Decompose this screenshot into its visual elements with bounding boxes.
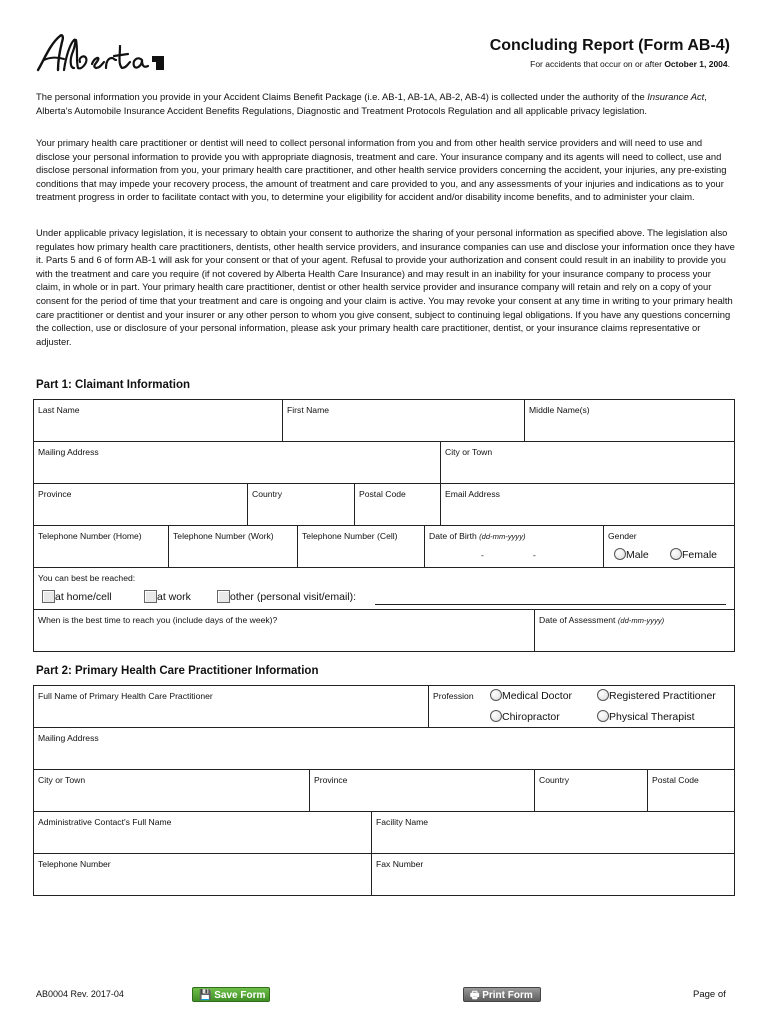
practitioner-city-field[interactable]: City or Town: [33, 769, 310, 812]
radio-icon: [597, 710, 609, 722]
profession-chiropractor-radio[interactable]: Chiropractor: [490, 710, 560, 723]
profession-field: Profession Medical Doctor Registered Practitioner Chiropractor Physical Therapist: [428, 685, 735, 728]
part2-title: Part 2: Primary Health Care Practitioner Information: [36, 665, 319, 677]
print-form-button[interactable]: 🖶 Print Form: [463, 987, 541, 1002]
reach-other-checkbox[interactable]: other (personal visit/email):: [217, 590, 356, 603]
reach-other-input[interactable]: [375, 604, 726, 605]
practitioner-telephone-field[interactable]: Telephone Number: [33, 853, 372, 896]
privacy-paragraph-2: Your primary health care practitioner or dentist will need to collect personal information from you and from other health service providers and will need to use and disclose your personal information to provide you with appropriate diagnosis, treatment and care. Your insurance company and its agents will need to collect, use and disclose personal information from you, your primary health care practitioner, and other health service providers concerning the accident, your injuries, any pre-existing conditions that may impede your recovery process, the amount of treatment and care provided to you, and any assessments of your injuries and indications as to your treatment progress in order to facilitate contact with you, to determine your eligibility for accident and/or disability income benefits, and to administer your claim.: [36, 137, 727, 203]
profession-medical-doctor-radio[interactable]: Medical Doctor: [490, 689, 572, 702]
gender-female-radio[interactable]: Female: [670, 548, 717, 561]
practitioner-mailing-address-field[interactable]: Mailing Address: [33, 727, 735, 770]
reach-preference-row: You can best be reached: at home/cell at work other (personal visit/email):: [33, 567, 735, 610]
profession-physical-therapist-radio[interactable]: Physical Therapist: [597, 710, 695, 723]
radio-icon: [597, 689, 609, 701]
practitioner-province-field[interactable]: Province: [309, 769, 535, 812]
practitioner-name-field[interactable]: Full Name of Primary Health Care Practitioner: [33, 685, 429, 728]
first-name-field[interactable]: First Name: [282, 399, 525, 442]
form-code: AB0004 Rev. 2017-04: [36, 989, 124, 999]
radio-icon: [614, 548, 626, 560]
radio-icon: [490, 689, 502, 701]
profession-registered-radio[interactable]: Registered Practitioner: [597, 689, 716, 702]
privacy-paragraph-3: Under applicable privacy legislation, it is necessary to obtain your consent to authorize the sharing of your personal information as specified above. The legislation also regulates how primary health care practitioners, dentists, other health service providers, and insurance companies can use and disclose your information once they have it. Parts 5 and 6 of form AB-1 will ask for your consent or that of your agent. Refusal to provide your authorization and consent could result in an inability to provide you with the treatment and care you require (if not covered by Alberta Health Care Insurance) and may result in an inability for your insurance company to process your claim, in whole or in part. Your primary health care practitioner, dentist or other health service provider and insurance company will retain and rely on a copy of your consent for the period of time that your treatment and care is ongoing and your claim is active. You may revoke your consent at any time in writing to your primary health care practitioner or dentist and your insurer or any other person to whom you give consent, subject to continuing legal obligations. If you have any questions concerning the collection, use or disclosure of your personal information, please ask your primary health care practitioner, dentist, or your insurance claims representative or adjuster.: [36, 227, 735, 347]
privacy-paragraph-1: The personal information you provide in your Accident Claims Benefit Package (i.e. AB-1, AB-1A, AB-2, AB-4) is collected under the authority of the Insurance Act, Alberta's Automobile Insurance Accident Benefits Regulations, Diagnostic and Treatment Protocols Regulation and all applicable privacy legislation.: [36, 91, 707, 116]
tel-home-field[interactable]: Telephone Number (Home): [33, 525, 169, 568]
email-field[interactable]: Email Address: [440, 483, 735, 526]
print-icon: 🖶: [470, 990, 483, 1001]
save-icon: 💾: [199, 990, 215, 1001]
practitioner-postal-code-field[interactable]: Postal Code: [647, 769, 735, 812]
practitioner-fax-field[interactable]: Fax Number: [371, 853, 735, 896]
tel-work-field[interactable]: Telephone Number (Work): [168, 525, 298, 568]
dob-separator: -: [481, 550, 484, 560]
mailing-address-field[interactable]: Mailing Address: [33, 441, 441, 484]
assessment-date-field[interactable]: Date of Assessment (dd-mm-yyyy): [534, 609, 735, 652]
checkbox-icon: [217, 590, 230, 603]
save-form-button[interactable]: 💾 Save Form: [192, 987, 270, 1002]
checkbox-icon: [144, 590, 157, 603]
country-field[interactable]: Country: [247, 483, 355, 526]
facility-name-field[interactable]: Facility Name: [371, 811, 735, 854]
city-field[interactable]: City or Town: [440, 441, 735, 484]
form-title: Concluding Report (Form AB-4): [489, 37, 730, 54]
reach-home-checkbox[interactable]: at home/cell: [42, 590, 112, 603]
tel-cell-field[interactable]: Telephone Number (Cell): [297, 525, 425, 568]
radio-icon: [490, 710, 502, 722]
reach-work-checkbox[interactable]: at work: [144, 590, 191, 603]
date-of-birth-field[interactable]: Date of Birth (dd-mm-yyyy) - -: [424, 525, 604, 568]
dob-separator: -: [533, 550, 536, 560]
admin-contact-field[interactable]: Administrative Contact's Full Name: [33, 811, 372, 854]
best-time-field[interactable]: When is the best time to reach you (include days of the week)?: [33, 609, 535, 652]
postal-code-field[interactable]: Postal Code: [354, 483, 441, 526]
province-field[interactable]: Province: [33, 483, 248, 526]
gender-field: Gender Male Female: [603, 525, 735, 568]
gender-male-radio[interactable]: Male: [614, 548, 649, 561]
last-name-field[interactable]: Last Name: [33, 399, 283, 442]
middle-names-field[interactable]: Middle Name(s): [524, 399, 735, 442]
checkbox-icon: [42, 590, 55, 603]
radio-icon: [670, 548, 682, 560]
alberta-logo: [34, 30, 174, 74]
practitioner-country-field[interactable]: Country: [534, 769, 648, 812]
form-subtitle: For accidents that occur on or after October 1, 2004.: [530, 59, 730, 69]
part1-title: Part 1: Claimant Information: [36, 379, 190, 391]
page-indicator: Page of: [693, 989, 726, 1000]
